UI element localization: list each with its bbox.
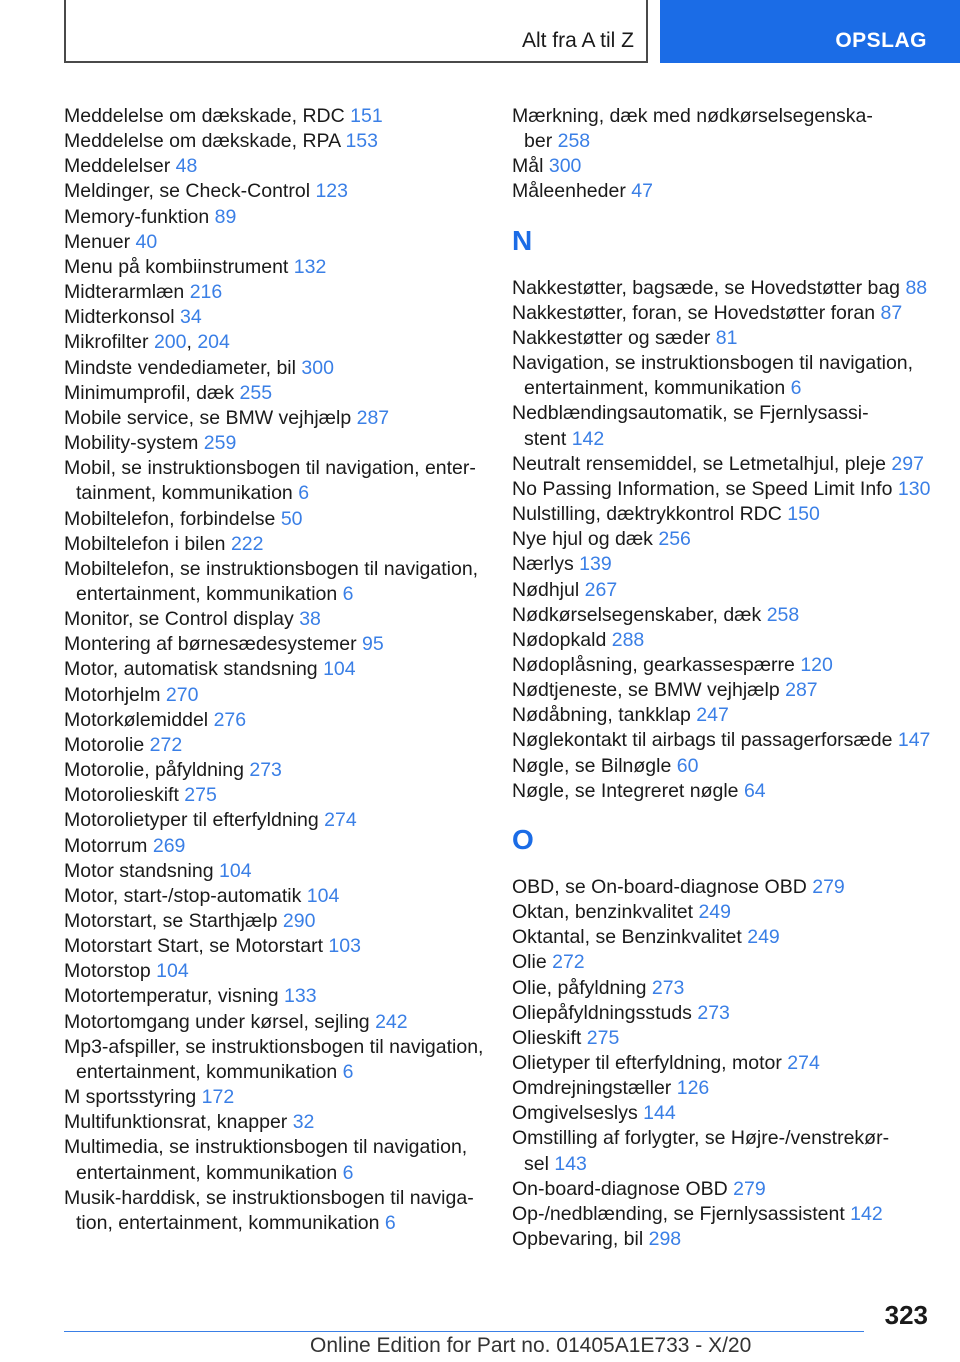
page-link[interactable]: 104 — [323, 658, 356, 681]
index-entry-text: Nøgle, se Bilnøgle — [512, 754, 672, 777]
index-entry-text: Nedblændingsautomatik, se Fjernlysassi- — [512, 402, 869, 425]
page-link[interactable]: 48 — [175, 155, 198, 178]
index-entry-text: Måleenheder — [512, 180, 626, 203]
index-entry-text: Menu på kombiinstrument — [64, 255, 289, 278]
index-entry — [64, 708, 494, 733]
index-entry-text: Nakkestøtter, bagsæde, se Hovedstøtter bag — [512, 276, 901, 299]
page-link[interactable]: 123 — [315, 180, 348, 203]
page-link[interactable]: 216 — [189, 281, 223, 304]
page-link[interactable]: 104 — [306, 884, 340, 907]
index-entry — [64, 179, 494, 204]
page-link[interactable]: 6 — [342, 1161, 354, 1184]
index-entry-text: Motor, automatisk standsning — [64, 658, 318, 681]
index-entry-text: Meddelelse om dækskade, RDC — [64, 105, 345, 127]
page-link[interactable]: 276 — [213, 708, 247, 731]
index-entry-text: Nøglekontakt til airbags til passagerforsæde — [512, 729, 893, 752]
index-entry-text: Meddelelser — [64, 155, 171, 178]
page-link[interactable]: 126 — [676, 1077, 710, 1100]
index-entry — [64, 783, 494, 808]
page-link[interactable]: 6 — [342, 1060, 354, 1083]
index-entry-text: Motortomgang under kørsel, sejling — [64, 1010, 370, 1033]
index-entry-text: Nakkestøtter, foran, se Hovedstøtter foran — [512, 301, 876, 324]
index-entry-text: Opbevaring, bil — [512, 1228, 644, 1251]
page-link[interactable]: 95 — [362, 633, 384, 656]
page-link[interactable]: 279 — [733, 1177, 766, 1200]
page-link[interactable]: 287 — [785, 679, 818, 702]
page-link[interactable]: 142 — [850, 1202, 883, 1225]
index-entry-text: Olietyper til efterfyldning, motor — [512, 1052, 782, 1074]
index-entry — [512, 653, 932, 678]
page-link[interactable]: 151 — [350, 105, 383, 127]
index-entry-text: Motorrum — [64, 834, 148, 857]
page-link[interactable]: 204 — [197, 331, 230, 354]
page-link[interactable]: 288 — [611, 628, 645, 651]
section-tab[interactable] — [660, 0, 960, 63]
page-link[interactable]: 139 — [579, 553, 612, 576]
index-entry-text: Motorolie, påfyldning — [64, 759, 244, 782]
index-letter-heading: O — [512, 823, 534, 855]
index-letter-heading: N — [512, 224, 533, 256]
index-entry — [64, 431, 494, 456]
index-entry-text: Nødopkald — [512, 628, 607, 651]
page-link[interactable]: 153 — [345, 130, 378, 153]
page-link[interactable]: 279 — [812, 875, 845, 898]
index-entry — [64, 507, 494, 532]
index-entry-text: Mål — [512, 155, 544, 178]
index-entry-text: Nøgle, se Integreret nøgle — [512, 779, 739, 802]
index-entry — [512, 950, 932, 975]
page-link[interactable]: 272 — [149, 733, 183, 756]
index-entry — [64, 406, 494, 431]
index-entry — [64, 1035, 494, 1085]
page-link[interactable]: 270 — [165, 683, 199, 706]
page-link[interactable]: 242 — [375, 1010, 408, 1033]
index-entry — [512, 1177, 932, 1202]
index-entry-text: Nødhjul — [512, 578, 580, 601]
index-entry-text: Motorkølemiddel — [64, 708, 209, 731]
page-link[interactable]: 258 — [557, 130, 591, 153]
page-link[interactable]: 249 — [747, 926, 780, 949]
page-link[interactable]: 247 — [696, 704, 729, 727]
index-entry — [512, 452, 932, 477]
index-entry — [512, 603, 932, 628]
index-entry-text: Nødåbning, tankklap — [512, 704, 691, 727]
index-entry — [64, 532, 494, 557]
index-entry-text: Nødoplåsning, gearkassespærre — [512, 653, 795, 676]
index-entry-text: Nærlys — [512, 553, 574, 576]
index-entry — [512, 578, 932, 603]
page-link[interactable]: 267 — [584, 578, 618, 601]
index-entry — [512, 104, 932, 154]
index-entry-text: Motorolie — [64, 733, 145, 756]
index-entry — [64, 230, 494, 255]
index-entry-text: sel — [524, 1152, 549, 1175]
index-entry — [512, 703, 932, 728]
index-entry — [64, 205, 494, 230]
page-link[interactable]: 6 — [790, 377, 802, 400]
page-link[interactable]: 273 — [651, 976, 685, 999]
page-link[interactable]: 300 — [548, 155, 582, 178]
page-link[interactable]: 273 — [249, 759, 282, 782]
page-link[interactable]: 89 — [214, 205, 237, 228]
index-entry-text: Memory-funktion — [64, 205, 210, 228]
page-link[interactable]: 142 — [571, 427, 605, 450]
index-entry-text: Motorstop — [64, 960, 151, 983]
index-entry — [512, 678, 932, 703]
index-entry-text: entertainment, kommunikation — [76, 1161, 338, 1184]
index-entry — [64, 1135, 494, 1185]
index-entry-text: entertainment, kommunikation — [76, 582, 338, 605]
page-link[interactable]: 258 — [766, 603, 800, 626]
index-entry — [512, 1202, 932, 1227]
index-entry — [512, 276, 932, 301]
page-link[interactable]: 104 — [219, 859, 252, 882]
index-column-right — [512, 104, 932, 1252]
index-entry-text: Olie, påfyldning — [512, 976, 647, 999]
index-entry-text: Nye hjul og dæk — [512, 528, 653, 551]
index-entry — [64, 1186, 494, 1236]
page-link[interactable]: 60 — [676, 754, 699, 777]
index-entry — [64, 808, 494, 833]
index-entry-text: Nulstilling, dæktrykkontrol RDC — [512, 503, 782, 526]
index-entry — [512, 925, 932, 950]
page-link[interactable]: 133 — [284, 985, 317, 1008]
page-link[interactable]: 269 — [152, 834, 186, 857]
index-entry — [64, 381, 494, 406]
page-link[interactable]: 275 — [184, 784, 217, 807]
index-entry-text: tion, entertainment, kommunikation — [76, 1211, 380, 1234]
index-entry-text: Multimedia, se instruktionsbogen til navigation, — [64, 1136, 468, 1159]
page-link[interactable]: 32 — [292, 1111, 315, 1134]
index-entry-text: Musik-harddisk, se instruktionsbogen til naviga- — [64, 1186, 474, 1209]
page-link[interactable]: 38 — [299, 608, 321, 631]
index-entry — [512, 976, 932, 1001]
page-link[interactable]: 290 — [282, 910, 316, 932]
section-title: Alt fra A til Z — [521, 29, 634, 52]
header-section-box — [64, 0, 648, 63]
index-entry — [512, 1001, 932, 1026]
index-entry — [64, 683, 494, 708]
index-entry-text: Mobiltelefon, se instruktionsbogen til navigation, — [64, 557, 479, 580]
index-entry — [64, 1085, 494, 1110]
index-entry-text: tainment, kommunikation — [76, 482, 293, 505]
index-entry-text: OBD, se On-board-diagnose OBD — [512, 875, 807, 898]
page-link[interactable]: 88 — [905, 276, 928, 299]
index-entry-text: Mobile service, se BMW vejhjælp — [64, 406, 352, 429]
index-entry-text: Olie — [512, 951, 547, 974]
index-entry — [64, 1110, 494, 1135]
index-entry — [512, 154, 932, 179]
page-link[interactable]: 272 — [552, 951, 585, 974]
page-link[interactable]: 87 — [880, 301, 903, 324]
index-entry-text: Oliepåfyldningsstuds — [512, 1001, 692, 1024]
index-entry — [64, 632, 494, 657]
index-entry-text: Motorolieskift — [64, 784, 179, 807]
page-link[interactable]: 172 — [201, 1086, 235, 1109]
index-entry — [64, 129, 494, 154]
index-entry-text: Omdrejningstæller — [512, 1077, 672, 1100]
index-entry-text: Omstilling af forlygter, se Højre-/venstrekør- — [512, 1127, 890, 1150]
index-entry — [64, 280, 494, 305]
index-entry — [64, 733, 494, 758]
page-link[interactable]: 81 — [715, 326, 738, 349]
index-entry-text: Midterarmlæn — [64, 281, 185, 304]
index-entry — [512, 477, 932, 502]
index-entry — [64, 758, 494, 783]
page-link[interactable]: 103 — [328, 935, 361, 958]
index-entry — [64, 909, 494, 934]
page-link[interactable]: 300 — [301, 356, 334, 379]
page-link[interactable]: 274 — [324, 809, 357, 832]
index-entry — [64, 657, 494, 682]
index-entry-text: Motortemperatur, visning — [64, 985, 279, 1008]
index-entry-text: Mærkning, dæk med nødkørselsegenska- — [512, 105, 873, 127]
footer-edition-text: Online Edition for Part no. 01405A1E733 - X/20 — [310, 1334, 752, 1357]
page-link[interactable]: 64 — [743, 779, 766, 802]
page-link[interactable]: 200 — [153, 331, 187, 354]
page-number: 323 — [884, 1300, 928, 1330]
index-entry-text: Motorhjelm — [64, 683, 161, 706]
index-entry — [64, 607, 494, 632]
index-entry-text: Montering af børnesædesystemer — [64, 633, 357, 656]
index-entry-text: Mobiltelefon i bilen — [64, 532, 226, 555]
index-entry — [64, 834, 494, 859]
page-link[interactable]: 40 — [135, 230, 158, 253]
page-link[interactable]: 6 — [342, 582, 354, 605]
index-entry — [512, 728, 932, 753]
index-entry — [512, 401, 932, 451]
page-link[interactable]: 104 — [156, 960, 189, 983]
index-entry — [64, 884, 494, 909]
index-entry — [512, 326, 932, 351]
page-link[interactable]: 222 — [230, 532, 264, 555]
index-entry-text: Minimumprofil, dæk — [64, 381, 235, 404]
page-link[interactable]: 147 — [897, 729, 931, 752]
index-entry-text: Neutralt rensemiddel, se Letmetalhjul, pleje — [512, 452, 886, 475]
index-entry — [64, 1010, 494, 1035]
index-entry-text: Menuer — [64, 230, 131, 253]
page-link[interactable]: 50 — [280, 507, 303, 530]
index-entry — [512, 502, 932, 527]
index-entry-text: Navigation, se instruktionsbogen til navigation, — [512, 352, 914, 375]
index-entry-text: Mobil, se instruktionsbogen til navigation, enter- — [64, 457, 476, 480]
index-entry-text: entertainment, kommunikation — [524, 377, 786, 400]
index-entry — [512, 1051, 932, 1076]
index-entry-text: Motorolietyper til efterfyldning — [64, 809, 319, 832]
index-entry — [64, 305, 494, 330]
page-link[interactable]: 274 — [787, 1052, 820, 1074]
index-entry — [64, 356, 494, 381]
index-entry-text: Nødkørselsegenskaber, dæk — [512, 603, 762, 626]
index-entry — [64, 456, 494, 506]
index-entry-text: No Passing Information, se Speed Limit Info — [512, 477, 893, 500]
index-entry — [512, 179, 932, 204]
index-entry-text: Motor standsning — [64, 859, 214, 882]
index-entry — [64, 859, 494, 884]
index-entry-text: Olieskift — [512, 1026, 582, 1049]
index-entry — [64, 984, 494, 1009]
index-entry — [64, 154, 494, 179]
index-entry — [64, 934, 494, 959]
index-entry-text: Monitor, se Control display — [64, 608, 294, 631]
index-entry — [512, 779, 932, 804]
index-entry-text: Mobility-system — [64, 432, 199, 455]
index-entry-text: ber — [524, 130, 553, 153]
page-link[interactable]: 144 — [643, 1102, 676, 1125]
index-entry-text: stent — [524, 427, 567, 450]
page-link[interactable]: 6 — [384, 1211, 396, 1234]
index-entry — [512, 1126, 932, 1176]
page-link[interactable]: 130 — [897, 477, 931, 500]
index-entry-text: Nødtjeneste, se BMW vejhjælp — [512, 679, 780, 702]
page-link[interactable]: 150 — [787, 503, 820, 526]
index-entry — [512, 900, 932, 925]
page-link[interactable]: 132 — [293, 255, 327, 278]
footer-divider — [64, 1331, 864, 1332]
page-link[interactable]: 256 — [658, 528, 691, 551]
page-link[interactable]: 6 — [298, 482, 310, 505]
index-entry — [512, 552, 932, 577]
index-entry-text: Mindste vendediameter, bil — [64, 356, 296, 379]
index-entry-text: M sportsstyring — [64, 1086, 197, 1109]
index-entry-text: Mikrofilter — [64, 331, 149, 354]
page-link[interactable]: 249 — [698, 901, 731, 924]
page-link[interactable]: 34 — [179, 306, 202, 329]
index-entry — [512, 527, 932, 552]
page-link[interactable]: 273 — [697, 1001, 730, 1024]
index-entry — [512, 1101, 932, 1126]
page-link[interactable]: 255 — [239, 381, 273, 404]
index-entry-text: Meddelelse om dækskade, RPA — [64, 130, 341, 153]
index-column-left — [64, 104, 494, 1236]
section-tab-label: OPSLAG — [835, 29, 927, 52]
index-entry-text: Motorstart Start, se Motorstart — [64, 935, 323, 958]
page-link[interactable]: 259 — [203, 432, 237, 455]
index-entry-text: Omgivelseslys — [512, 1102, 638, 1125]
index-entry — [512, 754, 932, 779]
page-link[interactable]: 297 — [891, 452, 924, 475]
index-entry — [512, 1026, 932, 1051]
index-entry — [512, 628, 932, 653]
index-entry-text: Motor, start-/stop-automatik — [64, 884, 302, 907]
index-entry — [512, 351, 932, 401]
index-entry — [64, 255, 494, 280]
index-entry — [512, 1227, 932, 1252]
index-entry-text: Oktantal, se Benzinkvalitet — [512, 926, 742, 949]
index-entry — [64, 104, 494, 129]
page-link[interactable]: 287 — [356, 406, 390, 429]
index-entry-text: On-board-diagnose OBD — [512, 1177, 728, 1200]
index-entry-text: Motorstart, se Starthjælp — [64, 910, 278, 932]
index-entry — [512, 301, 932, 326]
page-link[interactable]: 298 — [648, 1228, 682, 1251]
index-entry — [512, 875, 932, 900]
index-entry-text: entertainment, kommunikation — [76, 1060, 338, 1083]
page-link[interactable]: 143 — [554, 1152, 587, 1175]
index-entry-text: Op-/nedblænding, se Fjernlysassistent — [512, 1202, 845, 1225]
index-entry-text: Mp3-afspiller, se instruktionsbogen til navigation, — [64, 1035, 484, 1058]
index-entry-text: Meldinger, se Check-Control — [64, 180, 311, 203]
page-link[interactable]: 47 — [631, 180, 653, 203]
index-entry-text: Multifunktionsrat, knapper — [64, 1111, 288, 1134]
index-entry-text: Midterkonsol — [64, 306, 175, 329]
index-entry — [512, 1076, 932, 1101]
page-link[interactable]: 275 — [586, 1026, 620, 1049]
index-entry-text: Oktan, benzinkvalitet — [512, 901, 694, 924]
page-link[interactable]: 120 — [800, 653, 833, 676]
index-entry-text: Nakkestøtter og sæder — [512, 326, 711, 349]
index-entry: Mikrofilter 200, 204 — [64, 331, 230, 354]
index-entry — [64, 557, 494, 607]
index-entry-text: Mobiltelefon, forbindelse — [64, 507, 276, 530]
index-entry — [64, 959, 494, 984]
